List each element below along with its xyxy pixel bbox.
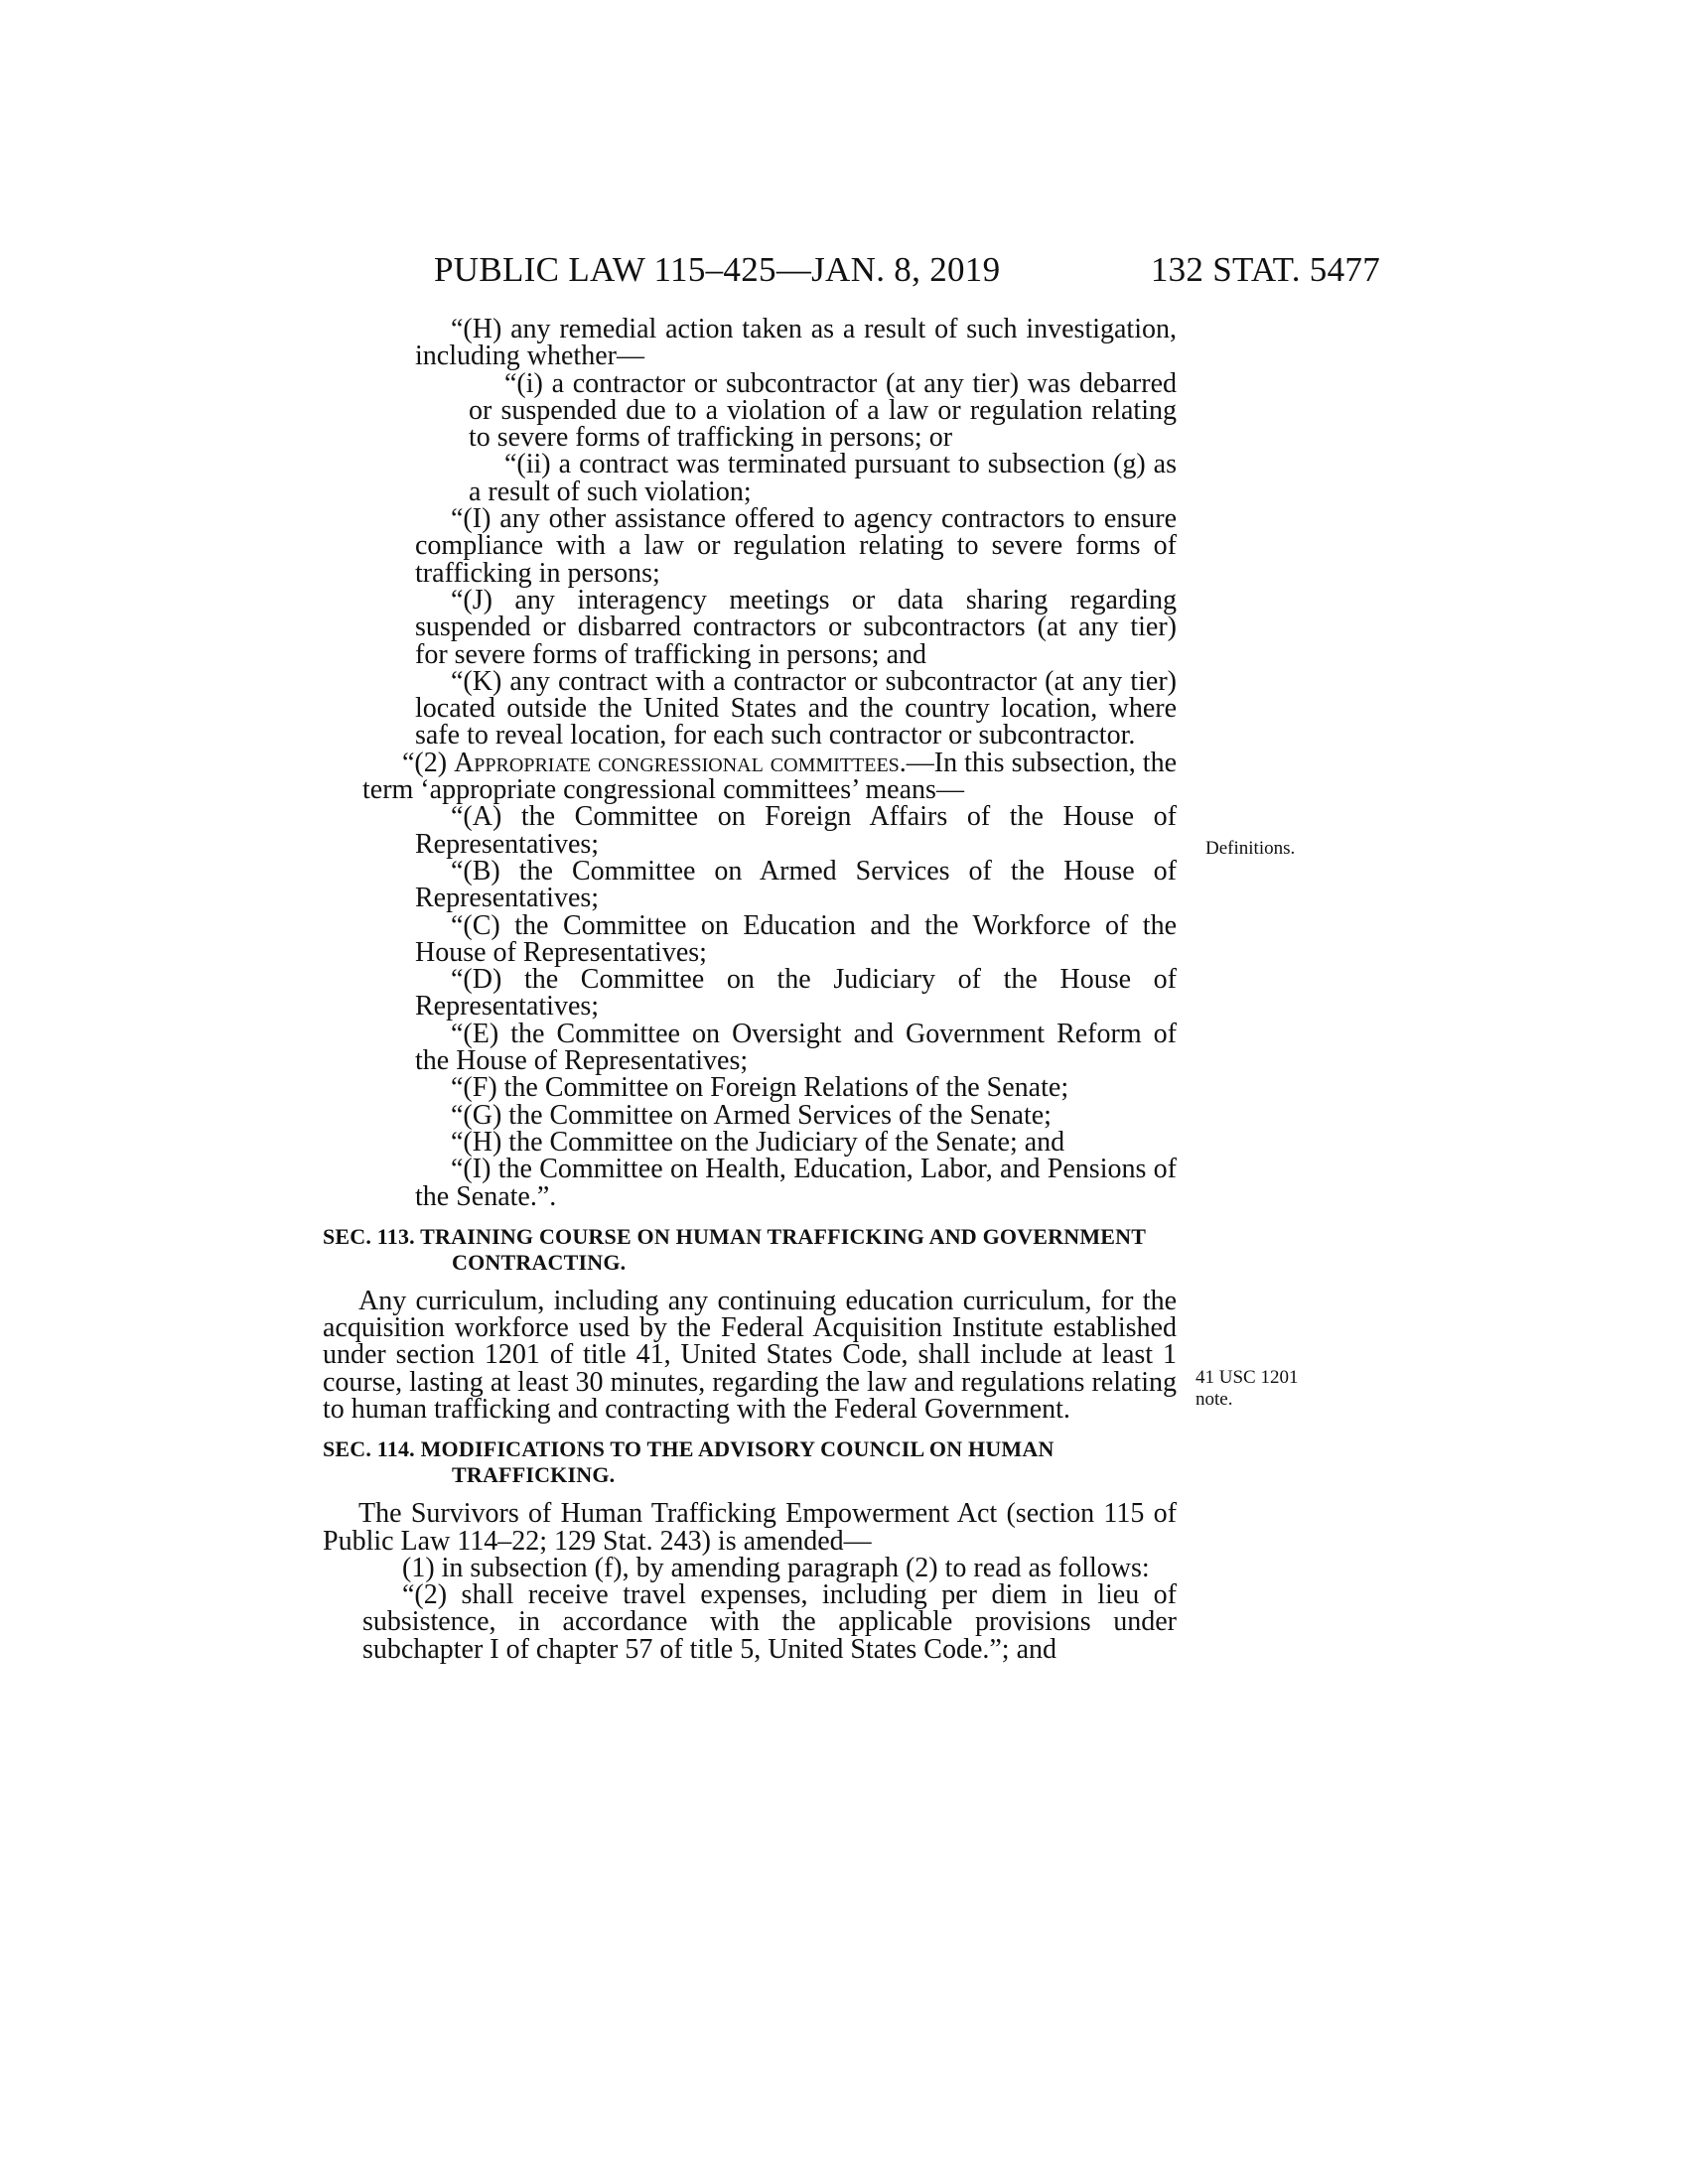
sec-113-body: Any curriculum, including any continuing education curriculum, for the acquisition workforce used by the Federal Acquisition Institute established under section 1201 of title 41, United States Code, shall include at least 1 course, lasting at least 30 minutes, regarding the law and regulations relating to human trafficking and contracting with the Federal Government. [323,1285,1177,1425]
sec-114-intro: The Survivors of Human Trafficking Empowerment Act (section 115 of Public Law 114–22; 129 Stat. 243) is amended— [323,1498,1177,1557]
definitions-heading: Appropriate congressional committees [454,747,900,778]
definitions-prefix: “(2) [402,747,455,778]
committee-f: “(F) the Committee on Foreign Relations of the Senate; [451,1072,1069,1104]
committee-a: “(A) the Committee on Foreign Affairs of the House of Representatives; [415,801,1177,860]
committee-c: “(C) the Committee on Education and the Workforce of the House of Representatives; [415,909,1177,968]
sec-114-item-2: “(2) shall receive travel expenses, including per diem in lieu of subsistence, in accordance with the applicable provisions under subchapter I of chapter 57 of title 5, United States Code.”; and [362,1579,1177,1665]
committee-g: “(G) the Committee on Armed Services of the Senate; [451,1099,1052,1131]
definitions-text: .—In this subsection, the term ‘appropriate congressional committees’ means— [362,747,1177,806]
definitions-paragraph [362,747,1177,806]
sec-114-heading: SEC. 114. MODIFICATIONS TO THE ADVISORY COUNCIL ON HUMAN TRAFFICKING. [323,1436,1055,1488]
document-body [323,316,1177,1663]
clause-h-i: “(i) a contractor or subcontractor (at any tier) was debarred or suspended due to a violation of a law or regulation relating to severe forms of trafficking in persons; or [469,367,1177,454]
clause-h: “(H) any remedial action taken as a result of such investigation, including whether— [415,314,1177,372]
sec-114-item-1: (1) in subsection (f), by amending paragraph (2) to read as follows: [402,1552,1150,1583]
margin-note-usc-note: note. [1196,1389,1233,1410]
committee-b: “(B) the Committee on Armed Services of the House of Representatives; [415,855,1177,914]
margin-note-usc-citation: 41 USC 1201 [1196,1367,1299,1388]
clause-i: “(I) any other assistance offered to agency contractors to ensure compliance with a law or regulation relating to severe forms of trafficking in persons; [415,503,1177,589]
committee-i: “(I) the Committee on Health, Education, Labor, and Pensions of the Senate.”. [415,1154,1177,1212]
running-header-title: PUBLIC LAW 115–425—JAN. 8, 2019 [434,250,1001,289]
clause-k: “(K) any contract with a contractor or subcontractor (at any tier) located outside the United States and the country location, where safe to reveal location, for each such contractor or subcontractor. [415,665,1177,751]
page-stat-number: 132 STAT. 5477 [1150,250,1380,289]
clause-j: “(J) any interagency meetings or data sharing regarding suspended or disbarred contractors or subcontractors (at any tier) for severe forms of trafficking in persons; and [415,584,1177,670]
committee-d: “(D) the Committee on the Judiciary of the House of Representatives; [415,964,1177,1023]
margin-note-usc [1196,1367,1298,1411]
clause-h-ii: “(ii) a contract was terminated pursuant to subsection (g) as a result of such violation; [469,449,1177,507]
committee-e: “(E) the Committee on Oversight and Government Reform of the House of Representatives; [415,1018,1177,1077]
margin-note-definitions: Definitions. [1205,838,1296,859]
sec-113-heading: SEC. 113. TRAINING COURSE ON HUMAN TRAFFICKING AND GOVERNMENT CONTRACTING. [323,1223,1146,1275]
committee-h: “(H) the Committee on the Judiciary of the Senate; and [451,1126,1065,1158]
